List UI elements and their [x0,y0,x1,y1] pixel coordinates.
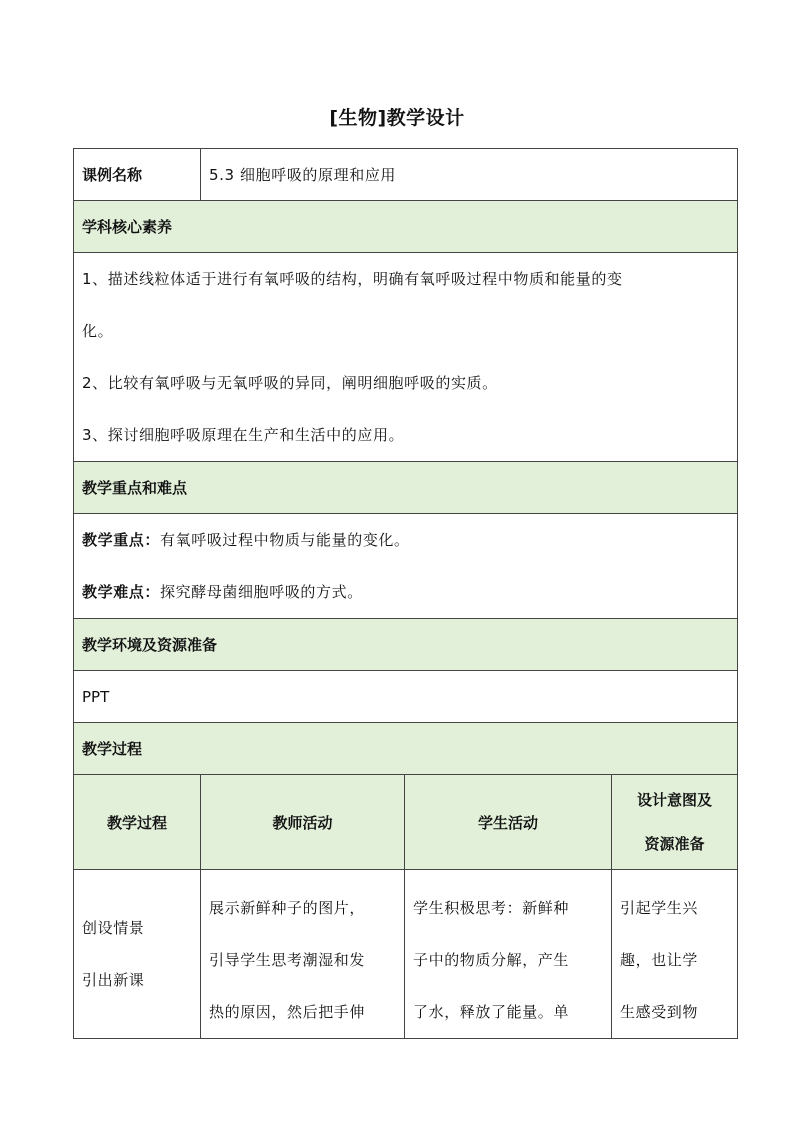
column-intent [612,775,738,870]
competencies-heading-row [74,201,738,253]
column-intent-line: 资源准备 [644,835,705,853]
student-line: 学生积极思考：新鲜种 [413,899,570,917]
focus-content-row [74,514,738,619]
difficulty-line [82,566,729,618]
column-intent-line: 设计意图及 [637,791,713,809]
competency-item: 1、描述线粒体适于进行有氧呼吸的结构，明确有氧呼吸过程中物质和能量的变 [82,270,623,288]
stage-line: 引出新课 [82,971,145,989]
process-columns-row [74,775,738,870]
teacher-line: 热的原因，然后把手伸 [209,1003,366,1021]
teacher-line: 引导学生思考潮湿和发 [209,951,366,969]
process-heading-row [74,723,738,775]
process-row [74,870,738,1039]
competency-item: 2、比较有氧呼吸与无氧呼吸的异同，阐明细胞呼吸的实质。 [82,374,498,392]
resources-value-row [74,671,738,723]
resources-heading: 教学环境及资源准备 [74,619,738,671]
competency-item: 3、探讨细胞呼吸原理在生产和生活中的应用。 [82,426,405,444]
focus-content [74,514,738,619]
focus-heading-row [74,462,738,514]
student-line: 了水，释放了能量。单 [413,1003,570,1021]
intent-cell [612,870,738,1039]
teacher-line: 展示新鲜种子的图片， [209,899,366,917]
competency-item: 化。 [82,322,114,340]
student-cell [405,870,612,1039]
column-stage: 教学过程 [74,775,201,870]
competencies-content [74,253,738,462]
stage-cell [74,870,201,1039]
process-heading: 教学过程 [74,723,738,775]
intent-line: 生感受到物 [620,1003,699,1021]
course-label: 课例名称 [74,149,201,201]
key-point-line [82,514,729,566]
competencies-content-row [74,253,738,462]
column-student: 学生活动 [405,775,612,870]
teacher-cell [201,870,405,1039]
course-row [74,149,738,201]
column-teacher: 教师活动 [201,775,405,870]
resources-heading-row [74,619,738,671]
stage-line: 创设情景 [82,919,145,937]
difficulty-label: 教学难点： [82,583,161,601]
course-value: 5.3 细胞呼吸的原理和应用 [201,149,738,201]
intent-line: 引起学生兴 [620,899,699,917]
focus-heading: 教学重点和难点 [74,462,738,514]
intent-line: 趣，也让学 [620,951,699,969]
competencies-heading: 学科核心素养 [74,201,738,253]
document-title: [生物]教学设计 [329,107,465,129]
key-point-text: 有氧呼吸过程中物质与能量的变化。 [160,531,410,549]
student-line: 子中的物质分解，产生 [413,951,570,969]
difficulty-text: 探究酵母菌细胞呼吸的方式。 [160,583,363,601]
resources-value: PPT [74,671,738,723]
key-point-label: 教学重点： [82,531,161,549]
lesson-plan-table [73,148,738,1039]
